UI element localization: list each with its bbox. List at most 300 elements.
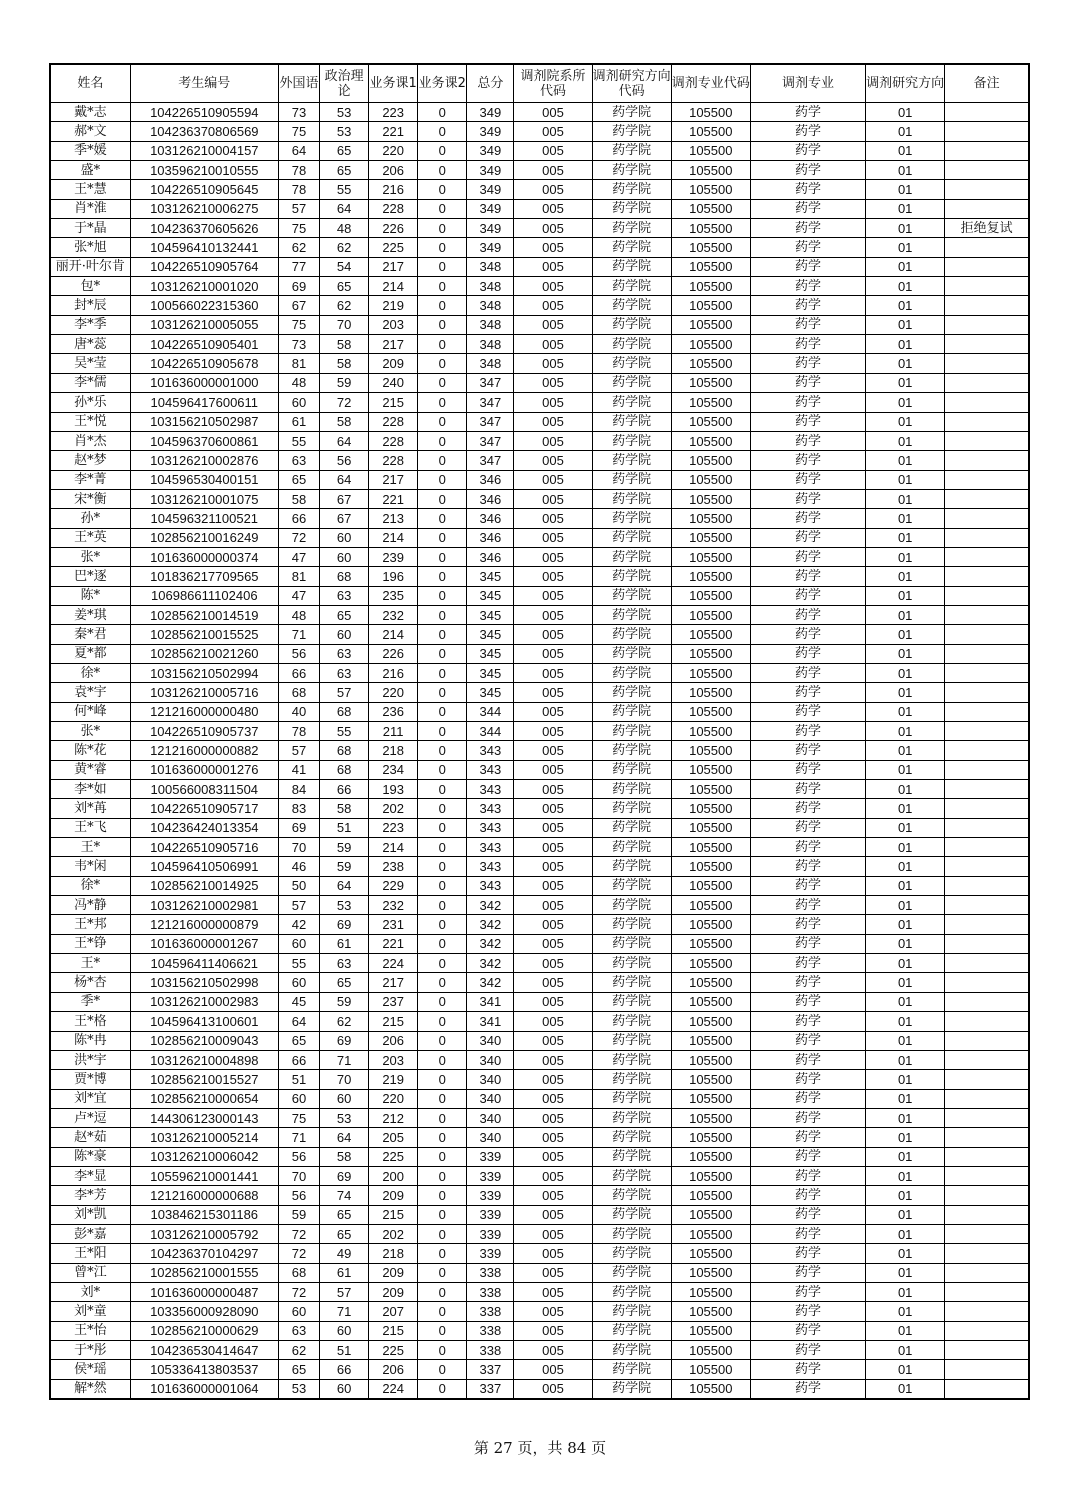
- table-cell: 01: [866, 1379, 945, 1399]
- table-cell: 0: [418, 296, 467, 315]
- table-cell: 105500: [671, 199, 750, 218]
- table-cell: 105500: [671, 296, 750, 315]
- table-row: [50, 393, 1029, 412]
- table-cell: 药学院: [592, 141, 671, 160]
- table-row: [50, 199, 1029, 218]
- table-cell: 56: [278, 1147, 319, 1166]
- table-cell: 药学: [750, 1128, 865, 1147]
- table-cell: 药学: [750, 470, 865, 489]
- table-cell: 01: [866, 451, 945, 470]
- table-cell: 343: [467, 760, 514, 779]
- table-cell: 药学院: [592, 277, 671, 296]
- table-cell: 102856210015525: [130, 625, 278, 644]
- table-cell: [945, 1031, 1029, 1050]
- table-cell: 0: [418, 586, 467, 605]
- table-row: [50, 741, 1029, 760]
- table-cell: 84: [278, 780, 319, 799]
- table-cell: 60: [320, 547, 369, 566]
- table-cell: 陈*豪: [50, 1147, 130, 1166]
- table-cell: 药学: [750, 722, 865, 741]
- table-cell: 0: [418, 896, 467, 915]
- table-cell: 药学院: [592, 1224, 671, 1243]
- table-cell: 217: [369, 470, 418, 489]
- table-cell: 211: [369, 722, 418, 741]
- table-row: [50, 161, 1029, 180]
- table-cell: 104236424013354: [130, 818, 278, 837]
- table-cell: 01: [866, 315, 945, 334]
- table-cell: 姜*琪: [50, 605, 130, 624]
- table-cell: 于*彤: [50, 1341, 130, 1360]
- table-cell: 121216000000879: [130, 915, 278, 934]
- table-cell: 005: [514, 1360, 592, 1379]
- column-header: 考生编号: [130, 64, 278, 103]
- table-cell: 药学院: [592, 199, 671, 218]
- table-cell: 李*儒: [50, 373, 130, 392]
- table-cell: 贾*博: [50, 1070, 130, 1089]
- table-cell: 0: [418, 992, 467, 1011]
- table-cell: 药学院: [592, 799, 671, 818]
- table-cell: 005: [514, 451, 592, 470]
- table-cell: 105500: [671, 180, 750, 199]
- table-cell: 40: [278, 702, 319, 721]
- table-cell: 193: [369, 780, 418, 799]
- table-cell: [945, 161, 1029, 180]
- table-cell: [945, 799, 1029, 818]
- table-cell: 01: [866, 586, 945, 605]
- table-cell: 60: [320, 625, 369, 644]
- table-cell: 张*旭: [50, 238, 130, 257]
- table-cell: 01: [866, 373, 945, 392]
- table-cell: 01: [866, 1147, 945, 1166]
- table-cell: 349: [467, 103, 514, 122]
- table-cell: 103126210004898: [130, 1050, 278, 1069]
- table-cell: 59: [320, 857, 369, 876]
- table-row: [50, 1341, 1029, 1360]
- table-cell: 药学: [750, 1031, 865, 1050]
- table-cell: 58: [320, 354, 369, 373]
- table-cell: 66: [278, 1050, 319, 1069]
- table-cell: 105500: [671, 954, 750, 973]
- table-cell: 01: [866, 238, 945, 257]
- header-row: [50, 64, 1029, 103]
- table-cell: 343: [467, 857, 514, 876]
- table-cell: 103156210502998: [130, 973, 278, 992]
- table-cell: 01: [866, 780, 945, 799]
- table-row: [50, 431, 1029, 450]
- table-cell: 105500: [671, 605, 750, 624]
- table-cell: 药学: [750, 1166, 865, 1185]
- table-cell: 61: [320, 1263, 369, 1282]
- table-cell: 药学: [750, 1379, 865, 1399]
- table-cell: 005: [514, 393, 592, 412]
- table-cell: 220: [369, 683, 418, 702]
- table-cell: 53: [320, 122, 369, 141]
- table-cell: 药学院: [592, 528, 671, 547]
- table-cell: 0: [418, 412, 467, 431]
- table-cell: 005: [514, 1147, 592, 1166]
- table-cell: 药学: [750, 567, 865, 586]
- table-cell: 105500: [671, 760, 750, 779]
- table-cell: 218: [369, 1244, 418, 1263]
- table-row: [50, 722, 1029, 741]
- table-cell: 205: [369, 1128, 418, 1147]
- table-cell: 0: [418, 122, 467, 141]
- table-cell: 105500: [671, 973, 750, 992]
- table-cell: 005: [514, 818, 592, 837]
- table-cell: 药学: [750, 760, 865, 779]
- table-cell: 342: [467, 896, 514, 915]
- table-cell: 60: [278, 1089, 319, 1108]
- table-cell: [945, 199, 1029, 218]
- table-cell: 105500: [671, 896, 750, 915]
- table-cell: 005: [514, 1186, 592, 1205]
- table-cell: 药学院: [592, 992, 671, 1011]
- table-cell: 005: [514, 335, 592, 354]
- table-cell: 105500: [671, 1128, 750, 1147]
- table-cell: 53: [278, 1379, 319, 1399]
- table-cell: 338: [467, 1263, 514, 1282]
- table-cell: 王*格: [50, 1012, 130, 1031]
- table-cell: [945, 1379, 1029, 1399]
- table-cell: 104236530414647: [130, 1341, 278, 1360]
- table-cell: 药学院: [592, 257, 671, 276]
- table-row: [50, 1012, 1029, 1031]
- table-cell: 214: [369, 277, 418, 296]
- table-cell: 78: [278, 180, 319, 199]
- table-row: [50, 1360, 1029, 1379]
- table-cell: 005: [514, 973, 592, 992]
- table-cell: 218: [369, 741, 418, 760]
- table-cell: 01: [866, 625, 945, 644]
- table-cell: 103126210005055: [130, 315, 278, 334]
- table-cell: 343: [467, 741, 514, 760]
- table-cell: 005: [514, 683, 592, 702]
- table-cell: [945, 1012, 1029, 1031]
- table-cell: 005: [514, 857, 592, 876]
- table-row: [50, 760, 1029, 779]
- table-cell: 005: [514, 315, 592, 334]
- table-cell: 药学院: [592, 857, 671, 876]
- table-cell: 005: [514, 219, 592, 238]
- table-cell: 吴*莹: [50, 354, 130, 373]
- table-cell: 药学院: [592, 896, 671, 915]
- table-cell: 01: [866, 818, 945, 837]
- table-cell: [945, 470, 1029, 489]
- table-cell: 01: [866, 567, 945, 586]
- table-row: [50, 605, 1029, 624]
- table-cell: 56: [320, 451, 369, 470]
- table-cell: 104236370104297: [130, 1244, 278, 1263]
- table-cell: 药学院: [592, 431, 671, 450]
- table-cell: 60: [320, 1321, 369, 1340]
- table-cell: [945, 741, 1029, 760]
- table-cell: [945, 1282, 1029, 1301]
- table-cell: 339: [467, 1147, 514, 1166]
- table-cell: 药学院: [592, 1166, 671, 1185]
- table-cell: [945, 277, 1029, 296]
- table-cell: 63: [320, 954, 369, 973]
- table-cell: 55: [278, 431, 319, 450]
- table-cell: 0: [418, 838, 467, 857]
- table-cell: 237: [369, 992, 418, 1011]
- table-cell: 61: [278, 412, 319, 431]
- table-cell: 秦*君: [50, 625, 130, 644]
- table-cell: 药学院: [592, 509, 671, 528]
- table-cell: [945, 1186, 1029, 1205]
- table-cell: 341: [467, 992, 514, 1011]
- table-cell: 王*悦: [50, 412, 130, 431]
- table-cell: 药学: [750, 1186, 865, 1205]
- table-cell: 药学院: [592, 180, 671, 199]
- table-cell: [945, 992, 1029, 1011]
- table-cell: 药学院: [592, 1128, 671, 1147]
- table-cell: [945, 1302, 1029, 1321]
- table-cell: 72: [278, 1244, 319, 1263]
- table-cell: 01: [866, 547, 945, 566]
- table-cell: 01: [866, 1224, 945, 1243]
- table-cell: 药学: [750, 838, 865, 857]
- table-cell: 01: [866, 122, 945, 141]
- table-cell: 0: [418, 219, 467, 238]
- table-cell: 105500: [671, 1108, 750, 1127]
- table-cell: 005: [514, 1379, 592, 1399]
- table-cell: 214: [369, 838, 418, 857]
- table-cell: 101836217709565: [130, 567, 278, 586]
- table-cell: 药学: [750, 354, 865, 373]
- table-cell: 58: [320, 1147, 369, 1166]
- table-cell: 0: [418, 1379, 467, 1399]
- table-cell: 105500: [671, 161, 750, 180]
- table-cell: 01: [866, 103, 945, 122]
- table-cell: 0: [418, 915, 467, 934]
- table-cell: 01: [866, 1244, 945, 1263]
- table-cell: 药学院: [592, 489, 671, 508]
- table-cell: 005: [514, 470, 592, 489]
- table-cell: 47: [278, 547, 319, 566]
- table-cell: 66: [320, 1360, 369, 1379]
- table-cell: 005: [514, 161, 592, 180]
- column-header: 业务课1: [369, 64, 418, 103]
- table-cell: 005: [514, 257, 592, 276]
- table-cell: 339: [467, 1224, 514, 1243]
- table-cell: 0: [418, 470, 467, 489]
- table-cell: 侯*瑶: [50, 1360, 130, 1379]
- table-cell: 104596370600861: [130, 431, 278, 450]
- table-cell: 221: [369, 122, 418, 141]
- table-cell: 104596410132441: [130, 238, 278, 257]
- table-cell: 103596210010555: [130, 161, 278, 180]
- table-cell: 药学: [750, 663, 865, 682]
- table-cell: 105500: [671, 818, 750, 837]
- table-cell: 药学: [750, 780, 865, 799]
- table-cell: 342: [467, 934, 514, 953]
- table-cell: 103156210502987: [130, 412, 278, 431]
- table-cell: 0: [418, 161, 467, 180]
- table-cell: 105500: [671, 277, 750, 296]
- table-cell: 药学: [750, 103, 865, 122]
- table-cell: 药学: [750, 219, 865, 238]
- table-cell: 226: [369, 644, 418, 663]
- table-cell: 005: [514, 567, 592, 586]
- table-cell: 54: [320, 257, 369, 276]
- table-cell: 212: [369, 1108, 418, 1127]
- table-cell: 季*媛: [50, 141, 130, 160]
- table-cell: 67: [320, 489, 369, 508]
- table-cell: 144306123000143: [130, 1108, 278, 1127]
- table-cell: 盛*: [50, 161, 130, 180]
- table-cell: 41: [278, 760, 319, 779]
- table-cell: 宋*衡: [50, 489, 130, 508]
- table-cell: 药学院: [592, 470, 671, 489]
- table-cell: [945, 1263, 1029, 1282]
- table-row: [50, 915, 1029, 934]
- table-cell: 224: [369, 954, 418, 973]
- table-cell: 238: [369, 857, 418, 876]
- table-cell: 100566008311504: [130, 780, 278, 799]
- table-cell: 104226510905737: [130, 722, 278, 741]
- table-cell: 0: [418, 431, 467, 450]
- table-cell: 005: [514, 238, 592, 257]
- table-cell: 104226510905645: [130, 180, 278, 199]
- table-row: [50, 1379, 1029, 1399]
- table-cell: 曾*江: [50, 1263, 130, 1282]
- table-cell: 60: [278, 1302, 319, 1321]
- table-cell: 105500: [671, 567, 750, 586]
- table-cell: 药学: [750, 1282, 865, 1301]
- table-cell: 0: [418, 451, 467, 470]
- table-cell: 药学: [750, 1341, 865, 1360]
- table-cell: 005: [514, 663, 592, 682]
- table-cell: 104226510905717: [130, 799, 278, 818]
- table-cell: 231: [369, 915, 418, 934]
- table-cell: 0: [418, 741, 467, 760]
- table-cell: 01: [866, 992, 945, 1011]
- table-cell: 55: [278, 954, 319, 973]
- table-cell: 黄*睿: [50, 760, 130, 779]
- table-cell: 105500: [671, 354, 750, 373]
- table-cell: 0: [418, 567, 467, 586]
- table-cell: 01: [866, 1012, 945, 1031]
- table-cell: 70: [320, 315, 369, 334]
- table-cell: 药学: [750, 1205, 865, 1224]
- table-cell: 药学: [750, 161, 865, 180]
- table-cell: 005: [514, 373, 592, 392]
- table-cell: 005: [514, 412, 592, 431]
- table-cell: 65: [278, 1360, 319, 1379]
- table-cell: 王*: [50, 954, 130, 973]
- table-cell: [945, 818, 1029, 837]
- table-cell: 夏*都: [50, 644, 130, 663]
- table-cell: 张*: [50, 722, 130, 741]
- table-cell: 57: [320, 1282, 369, 1301]
- table-cell: 药学院: [592, 373, 671, 392]
- table-cell: 0: [418, 857, 467, 876]
- table-cell: 0: [418, 1089, 467, 1108]
- table-cell: 338: [467, 1321, 514, 1340]
- table-cell: 105500: [671, 335, 750, 354]
- table-cell: 005: [514, 1012, 592, 1031]
- table-cell: 药学: [750, 277, 865, 296]
- table-cell: 65: [320, 1205, 369, 1224]
- table-cell: 005: [514, 876, 592, 895]
- table-cell: 药学院: [592, 393, 671, 412]
- table-cell: 01: [866, 1031, 945, 1050]
- table-cell: 01: [866, 1263, 945, 1282]
- table-cell: 01: [866, 199, 945, 218]
- table-cell: 刘*: [50, 1282, 130, 1301]
- table-cell: 005: [514, 277, 592, 296]
- table-cell: 0: [418, 335, 467, 354]
- table-cell: 药学: [750, 1089, 865, 1108]
- table-cell: 彭*嘉: [50, 1224, 130, 1243]
- table-cell: 57: [320, 683, 369, 702]
- table-cell: 105500: [671, 838, 750, 857]
- table-cell: 102856210009043: [130, 1031, 278, 1050]
- table-cell: 53: [320, 103, 369, 122]
- table-cell: 105500: [671, 1282, 750, 1301]
- table-cell: 217: [369, 257, 418, 276]
- table-cell: 李*菁: [50, 470, 130, 489]
- table-cell: 215: [369, 1205, 418, 1224]
- table-cell: 01: [866, 973, 945, 992]
- table-row: [50, 1321, 1029, 1340]
- table-cell: 338: [467, 1302, 514, 1321]
- table-cell: 拒绝复试: [945, 219, 1029, 238]
- table-cell: 349: [467, 161, 514, 180]
- table-row: [50, 547, 1029, 566]
- table-cell: 105500: [671, 393, 750, 412]
- table-cell: 345: [467, 605, 514, 624]
- table-cell: 71: [278, 625, 319, 644]
- table-cell: 01: [866, 954, 945, 973]
- table-cell: 102856210014925: [130, 876, 278, 895]
- table-cell: 343: [467, 799, 514, 818]
- table-cell: 药学: [750, 412, 865, 431]
- table-cell: 唐*蕊: [50, 335, 130, 354]
- table-cell: 105500: [671, 934, 750, 953]
- table-cell: 药学院: [592, 547, 671, 566]
- table-cell: 药学: [750, 586, 865, 605]
- table-cell: [945, 702, 1029, 721]
- table-cell: 224: [369, 1379, 418, 1399]
- table-cell: 季*: [50, 992, 130, 1011]
- table-cell: 103126210004157: [130, 141, 278, 160]
- table-cell: 349: [467, 141, 514, 160]
- table-cell: 005: [514, 509, 592, 528]
- column-header: 政治理论: [320, 64, 369, 103]
- table-cell: 01: [866, 1108, 945, 1127]
- table-row: [50, 567, 1029, 586]
- table-cell: 01: [866, 180, 945, 199]
- table-cell: 51: [320, 1341, 369, 1360]
- table-cell: 203: [369, 315, 418, 334]
- table-cell: 338: [467, 1341, 514, 1360]
- table-cell: [945, 625, 1029, 644]
- table-cell: 339: [467, 1205, 514, 1224]
- table-cell: 005: [514, 180, 592, 199]
- table-cell: 346: [467, 509, 514, 528]
- table-cell: 105500: [671, 1186, 750, 1205]
- table-cell: 339: [467, 1186, 514, 1205]
- table-cell: 105596210001441: [130, 1166, 278, 1185]
- table-cell: 220: [369, 141, 418, 160]
- table-cell: 药学: [750, 605, 865, 624]
- column-header: 调剂研究方向代码: [592, 64, 671, 103]
- table-cell: 103356000928090: [130, 1302, 278, 1321]
- table-cell: 药学院: [592, 161, 671, 180]
- table-cell: 药学院: [592, 1341, 671, 1360]
- table-cell: 104236370605626: [130, 219, 278, 238]
